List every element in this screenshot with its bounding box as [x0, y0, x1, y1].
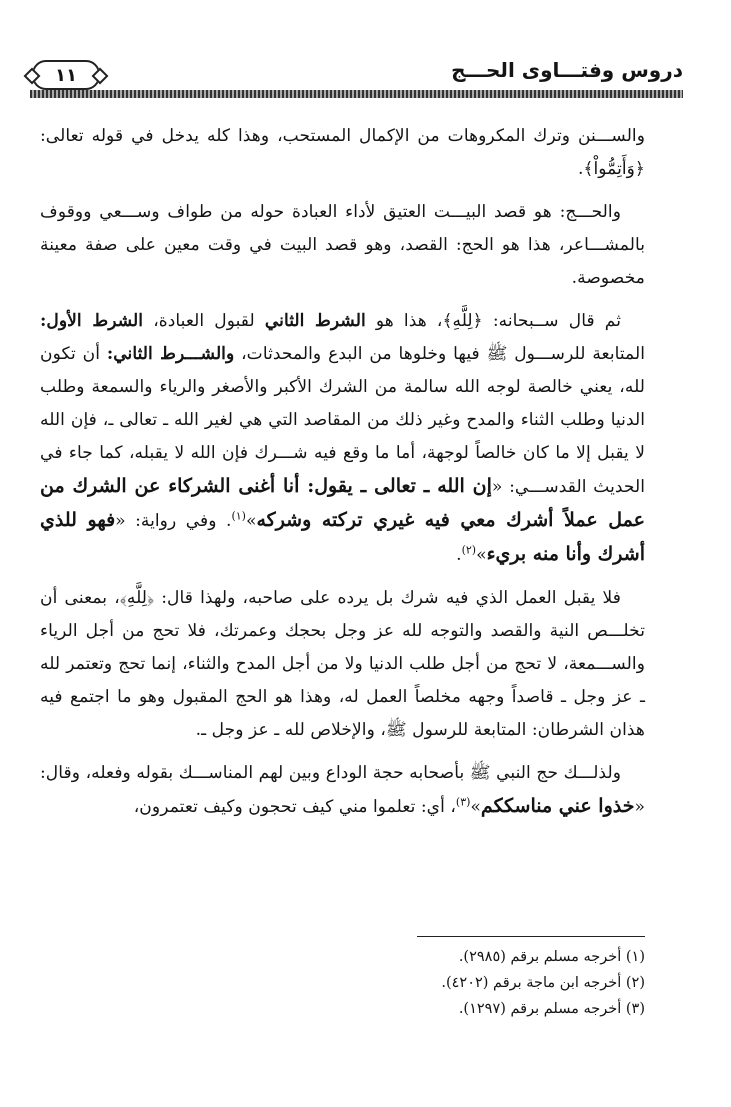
page-number: ١١	[55, 64, 77, 86]
text-run: .	[456, 545, 462, 565]
running-title: دروس وفتـــاوى الحـــج	[451, 58, 683, 82]
footnote-text: أخرجه ابن ماجة برقم (٤٢٠٢).	[441, 975, 622, 991]
footnote-text: أخرجه مسلم برقم (٢٩٨٥).	[458, 949, 622, 965]
bold-run: الشرط الأول:	[40, 311, 144, 331]
text-run: ثم قال ســبحانه: ﴿لِلَّهِ﴾، هذا هو	[365, 311, 622, 331]
text-run: لقبول العبادة،	[143, 311, 265, 331]
paragraph: فلا يقبل العمل الذي فيه شرك بل يرده على صاحبه، ولهذا قال: ﴿لِلَّهِ﴾، بمعنى أن تخلـــص النية والقصد والتوجه لله عز وجل بحجك وعمرتك، فلا تحج من أجل الرياء والســـمعة، لا تحج من أجل طلب الدنيا ولا من أجل المدح والثناء، إنما تحج وتعتمر لله ـ عز وجل ـ قاصداً وجهه مخلصاً العمل له، وهذا هو الحج المقبول وهو ما اجتمع فيه هذان الشرطان: المتابعة للرسول ﷺ، والإخلاص لله ـ عز وجل ـ.	[40, 588, 645, 740]
footnote	[40, 944, 645, 970]
hadith-quote: خذوا عني مناسككم	[480, 795, 635, 817]
footnote	[40, 996, 645, 1022]
footnote-divider	[417, 936, 645, 937]
footnote-ref: (٢)	[461, 543, 477, 557]
text-run: المتابعة للرســـول ﷺ فيها وخلوها من البدع والمحدثات،	[234, 344, 645, 364]
footnote-number: (٢)	[625, 975, 645, 991]
hadith-quote: إن الله ـ تعالى ـ يقول: أنا أغنى الشركاء عن الشرك من عمل عملاً أشرك معي فيه غيري تركته وشركه	[40, 475, 645, 531]
paragraph	[40, 305, 645, 572]
footnote-number: (١)	[625, 949, 645, 965]
body-text	[40, 120, 645, 834]
footnote-ref: (٣)	[455, 795, 471, 809]
text-run: »	[476, 545, 487, 565]
footnote-ref: (١)	[231, 509, 246, 523]
text-run: . وفي رواية: «	[115, 511, 232, 531]
footnotes	[40, 944, 645, 1022]
paragraph	[40, 757, 645, 824]
footnote-text: أخرجه مسلم برقم (١٢٩٧).	[458, 1001, 622, 1017]
footnote-number: (٣)	[625, 1001, 645, 1017]
footnote	[40, 970, 645, 996]
text-run: »	[470, 797, 481, 817]
page-header	[30, 54, 683, 100]
paragraph: والســـنن وترك المكروهات من الإكمال المستحب، وهذا كله يدخل في قوله تعالى: ﴿وَأَتِمُّواْ﴾.	[40, 126, 645, 179]
text-run: »	[245, 511, 257, 531]
hadith-quote: فهو للذي أشرك وأنا منه بريء	[40, 509, 645, 565]
paragraph: والحـــج: هو قصد البيـــت العتيق لأداء العبادة حوله من طواف وســـعي ووقوف بالمشـــاعر، هذا هو الحج: القصد، وهو قصد البيت في وقت معين على صفة معينة مخصوصة.	[40, 202, 645, 288]
text-run: ولذلـــك حج النبي ﷺ بأصحابه حجة الوداع وبين لهم المناســـك بقوله وفعله، وقال: «	[40, 763, 645, 817]
text-run: أن تكون لله، يعني خالصة لوجه الله سالمة من الشرك الأكبر والأصغر والرياء والسمعة وطلب الدنيا وطلب الثناء والمدح وغير ذلك من المقاصد التي هي لغير الله ـ تعالى ـ، فإن الله لا يقبل إلا ما كان خالصاً لوجهة، أما ما وقع فيه شـــرك فإن الله لا يقبله، كما جاء في الحديث القدســـي: «	[40, 344, 645, 497]
header-rule	[30, 90, 683, 98]
bold-run: الشرط الثاني	[264, 311, 366, 331]
text-run: ، أي: تعلموا مني كيف تحجون وكيف تعتمرون،	[133, 797, 456, 817]
page-number-frame	[32, 60, 100, 90]
bold-run: والشـــرط الثاني:	[106, 344, 235, 364]
